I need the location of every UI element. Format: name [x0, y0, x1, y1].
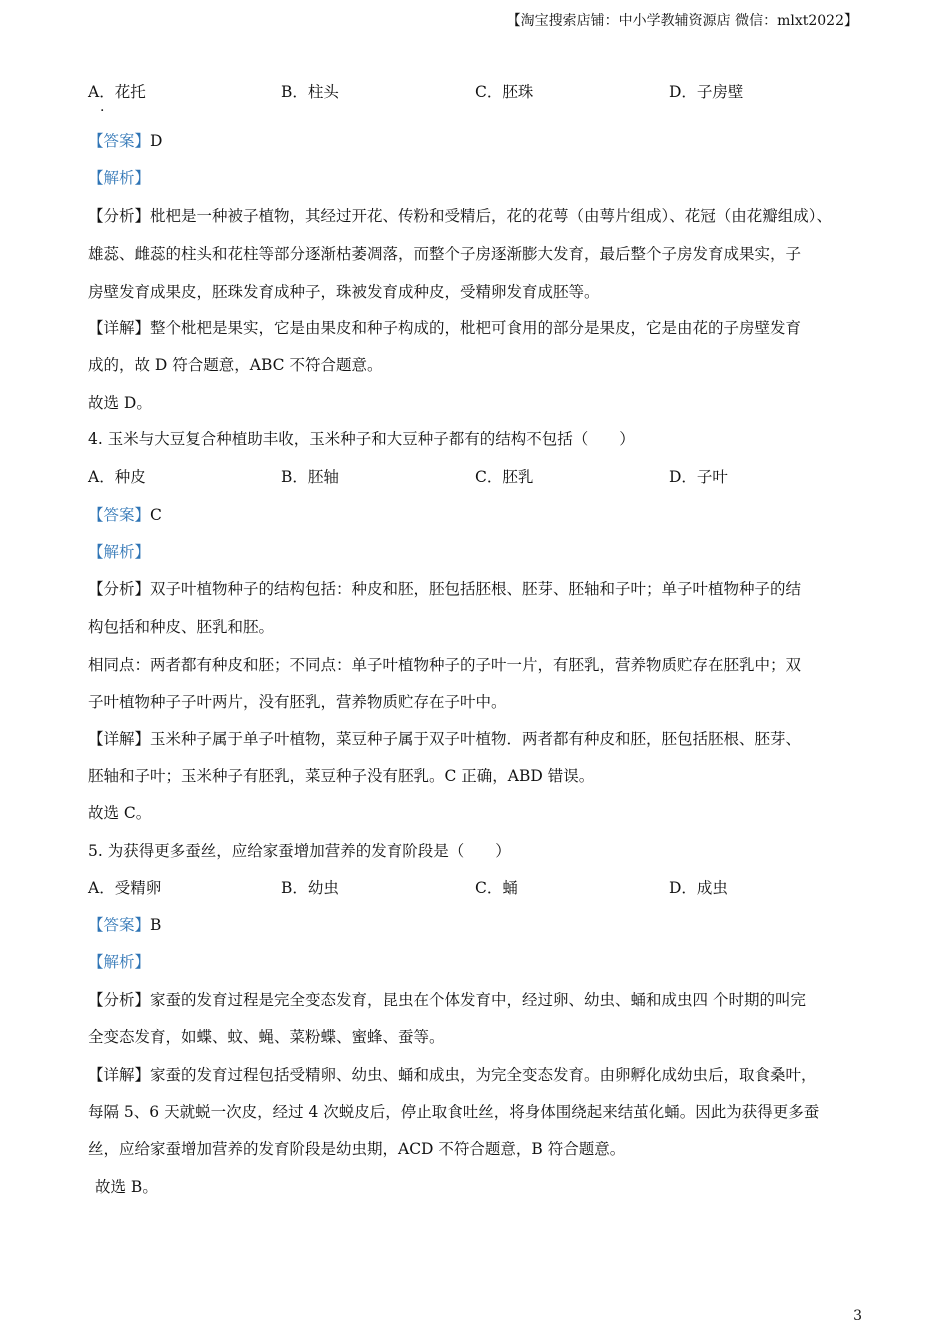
q4-fenxi-line: 相同点：两者都有种皮和胚；不同点：单子叶植物种子的子叶一片，有胚乳，营养物质贮存在胚乳中；双	[88, 656, 802, 674]
q5-detail-line: 每隔 5、6 天就蜕一次皮，经过 4 次蜕皮后，停止取食吐丝，将身体围绕起来结茧化蛹。因此为获得更多蚕	[88, 1103, 820, 1121]
q5-detail-line: 【详解】家蚕的发育过程包括受精卵、幼虫、蛹和成虫，为完全变态发育。由卵孵化成幼虫后，取食桑叶，	[88, 1066, 817, 1084]
q3-option-b: B．柱头	[281, 83, 339, 101]
q5-conclusion: 故选 B。	[95, 1178, 158, 1196]
q3-answer	[88, 131, 162, 151]
stray-dot: ·	[100, 103, 105, 119]
q5-option-b: B．幼虫	[281, 879, 339, 897]
q5-fenxi-line: 全变态发育，如蝶、蚊、蝇、菜粉蝶、蜜蜂、蚕等。	[88, 1028, 445, 1046]
q4-fenxi-line: 【分析】双子叶植物种子的结构包括：种皮和胚，胚包括胚根、胚芽、胚轴和子叶；单子叶植物种子的结	[88, 580, 802, 598]
q3-fenxi-line: 【分析】枇杷是一种被子植物，其经过开花、传粉和受精后，花的花萼（由萼片组成）、花冠（由花瓣组成）、	[88, 207, 833, 225]
q3-analysis-tag: 【解析】	[88, 169, 151, 187]
q3-detail-line: 成的，故 D 符合题意，ABC 不符合题意。	[88, 356, 383, 374]
q4-detail-line: 胚轴和子叶；玉米种子有胚乳，菜豆种子没有胚乳。C 正确，ABD 错误。	[88, 767, 595, 785]
q3-fenxi-line: 房壁发育成果皮，胚珠发育成种子，珠被发育成种皮，受精卵发育成胚等。	[88, 283, 600, 301]
q3-option-c: C．胚珠	[475, 83, 534, 101]
q5-fenxi-line: 【分析】家蚕的发育过程是完全变态发育，昆虫在个体发育中，经过卵、幼虫、蛹和成虫四 个时期的叫完	[88, 991, 806, 1009]
q4-conclusion: 故选 C。	[88, 804, 152, 822]
q3-fenxi-line: 雄蕊、雌蕊的柱头和花柱等部分逐渐枯萎凋落，而整个子房逐渐膨大发育，最后整个子房发育成果实，子	[88, 245, 802, 263]
page-header: 【淘宝搜索店铺：中小学教辅资源店 微信：mlxt2022】	[506, 13, 858, 29]
page-number: 3	[853, 1308, 862, 1324]
q3-detail-line: 【详解】整个枇杷是果实，它是由果皮和种子构成的，枇杷可食用的部分是果皮，它是由花的子房壁发育	[88, 319, 802, 337]
q5-option-c: C．蛹	[475, 879, 518, 897]
q4-detail-line: 【详解】玉米种子属于单子叶植物，菜豆种子属于双子叶植物．两者都有种皮和胚，胚包括胚根、胚芽、	[88, 730, 802, 748]
q3-conclusion: 故选 D。	[88, 394, 152, 412]
q4-option-c: C．胚乳	[475, 468, 534, 486]
q3-option-a: A．花托	[88, 83, 146, 101]
fenxi-tag: 【分析】	[88, 207, 151, 225]
q3-option-d: D．子房壁	[669, 83, 744, 101]
q4-fenxi-line: 子叶植物种子子叶两片，没有胚乳，营养物质贮存在子叶中。	[88, 693, 507, 711]
q5-option-a: A．受精卵	[88, 879, 162, 897]
q5-answer: 【答案】B	[88, 916, 162, 934]
q4-answer: 【答案】C	[88, 506, 162, 524]
q5-analysis-tag: 【解析】	[88, 953, 151, 971]
q4-option-a: A．种皮	[88, 468, 146, 486]
q5-detail-line: 丝，应给家蚕增加营养的发育阶段是幼虫期，ACD 不符合题意，B 符合题意。	[88, 1140, 626, 1158]
detail-tag: 【详解】	[88, 319, 151, 337]
answer-tag: 【答案】	[88, 132, 151, 150]
q4-option-b: B．胚轴	[281, 468, 339, 486]
answer-value: D	[150, 132, 163, 150]
q5-option-d: D．成虫	[669, 879, 728, 897]
q4-option-d: D．子叶	[669, 468, 728, 486]
q5-stem: 5. 为获得更多蚕丝，应给家蚕增加营养的发育阶段是（ ）	[88, 842, 511, 860]
q4-analysis-tag: 【解析】	[88, 543, 151, 561]
q4-stem: 4. 玉米与大豆复合种植助丰收，玉米种子和大豆种子都有的结构不包括（ ）	[88, 430, 635, 448]
q4-fenxi-line: 构包括和种皮、胚乳和胚。	[88, 618, 275, 636]
